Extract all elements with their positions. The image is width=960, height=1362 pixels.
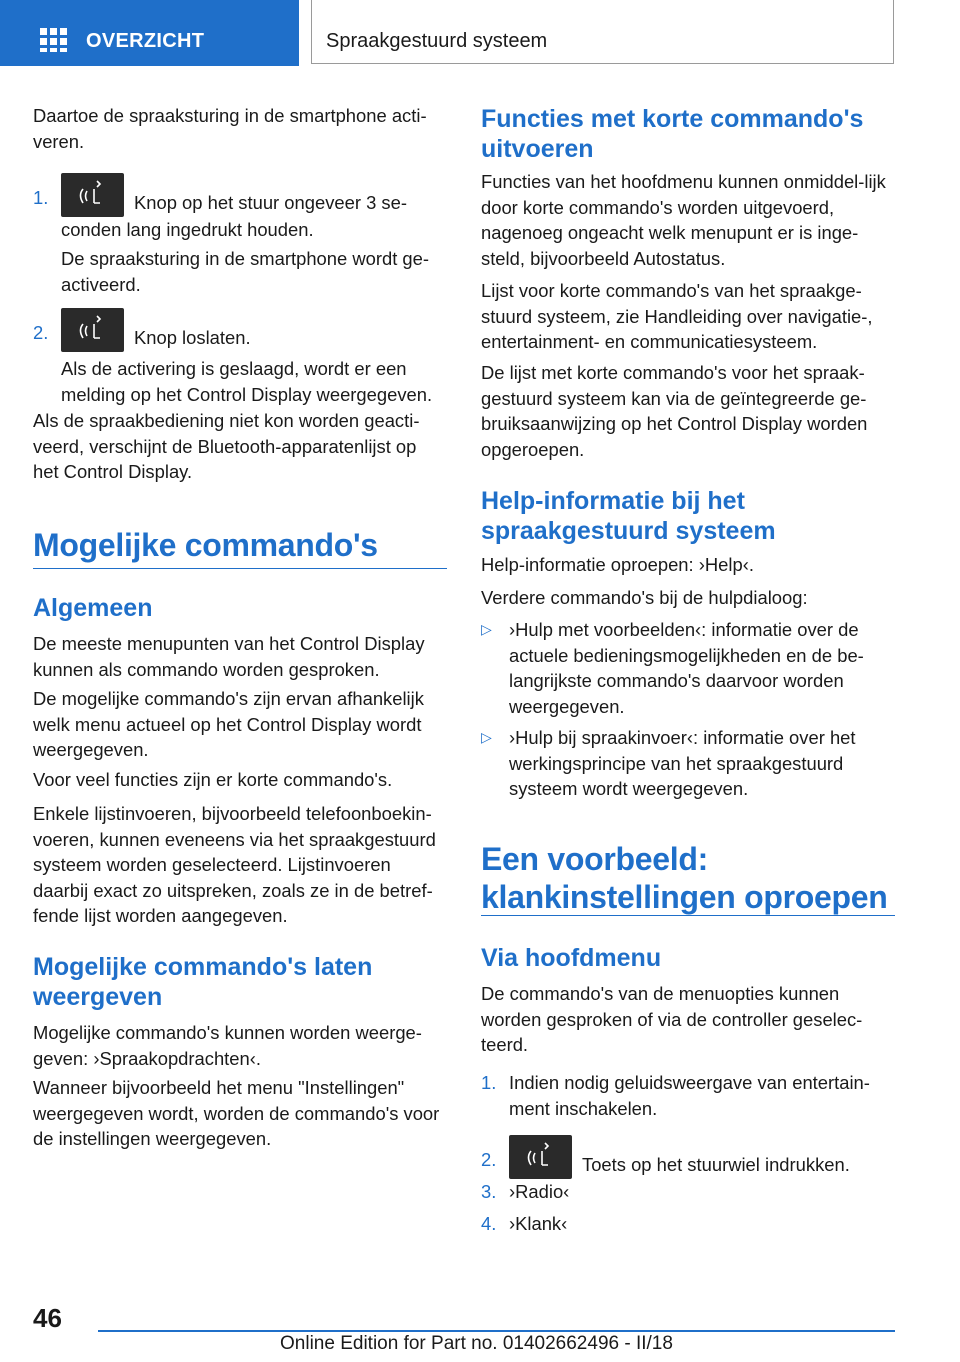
paragraph: Help-informatie oproepen: ›Help‹. xyxy=(481,554,754,575)
paragraph: Verdere commando's bij de hulpdialoog: xyxy=(481,587,808,608)
section-title: Mogelijke commando's xyxy=(33,527,378,563)
step-text: Knop loslaten. xyxy=(61,308,447,352)
section-title: Een voorbeeld: klankinstellingen oproepen xyxy=(481,841,888,915)
step-number: 2. xyxy=(481,1149,497,1170)
step-number: 1. xyxy=(481,1072,497,1093)
step-number: 1. xyxy=(33,187,49,208)
page-number: 46 xyxy=(33,1303,62,1333)
paragraph: De commando's van de menuopties kunnen worden gesproken of via de controller geselec-teerd. xyxy=(481,983,863,1055)
edition-text: Online Edition for Part no. 01402662496 - II/18 xyxy=(280,1333,673,1354)
paragraph: De meeste menupunten van het Control Display kunnen als commando worden gesproken. xyxy=(33,633,425,680)
subsection-title: Algemeen xyxy=(33,594,153,622)
overview-label: OVERZICHT xyxy=(86,30,205,52)
intro-paragraph: Daartoe de spraaksturing in de smartphone acti-veren. xyxy=(33,105,427,152)
paragraph: De mogelijke commando's zijn ervan afhankelijk welk menu actueel op het Control Display wordt weergegeven. xyxy=(33,688,424,760)
overview-tab[interactable] xyxy=(0,0,299,66)
grid-icon xyxy=(40,28,68,52)
info-paragraph: Als de spraakbediening niet kon worden geacti-veerd, verschijnt de Bluetooth-apparatenlijst op het Control Display. xyxy=(33,410,420,482)
paragraph: De lijst met korte commando's voor het spraak-gestuurd systeem kan via de geïntegreerde ge-bruiksaanwijzing op het Control Display worden opgeroepen. xyxy=(481,362,868,460)
chapter-title: Spraakgestuurd systeem xyxy=(326,30,548,52)
bullet-item: ›Hulp bij spraakinvoer‹: informatie over het werkingsprincipe van het spraakgestuurd systeem wordt weergegeven. xyxy=(509,727,856,799)
bullet-triangle-icon: ▷ xyxy=(481,621,492,637)
paragraph: Wanneer bijvoorbeeld het menu "Instellingen" weergegeven wordt, worden de commando's voor de instellingen weergegeven. xyxy=(33,1077,440,1149)
step-number: 3. xyxy=(481,1181,497,1202)
paragraph: Voor veel functies zijn er korte commando's. xyxy=(33,769,393,790)
subsection-title: Via hoofdmenu xyxy=(481,944,662,972)
step-text: Knop op het stuur ongeveer 3 se-conden lang ingedrukt houden. xyxy=(61,173,447,243)
paragraph: Lijst voor korte commando's van het spraakge-stuurd systeem, zie Handleiding over navigatie-, entertainment- en communicatiesysteem. xyxy=(481,280,873,352)
step-text: Indien nodig geluidsweergave van entertain-ment inschakelen. xyxy=(509,1072,870,1119)
paragraph: Enkele lijstinvoeren, bijvoorbeeld telefoonboekin-voeren, kunnen eveneens via het spraakgestuurd systeem worden geselecteerd. Lijstinvoeren daarbij exact zo uitspreken, zoals ze in de betref-fende lijst worden aangegeven. xyxy=(33,803,436,926)
paragraph: Mogelijke commando's kunnen worden weerge-geven: ›Spraakopdrachten‹. xyxy=(33,1022,422,1069)
subsection-title: Help-informatie bij het spraakgestuurd systeem xyxy=(481,487,776,545)
subsection-title: Functies met korte commando's uitvoeren xyxy=(481,105,864,163)
step-result: De spraaksturing in de smartphone wordt ge-activeerd. xyxy=(61,248,430,295)
chapter-tab[interactable] xyxy=(311,0,894,64)
footer-rule xyxy=(98,1330,895,1332)
step-text: Toets op het stuurwiel indrukken. xyxy=(509,1135,909,1179)
section-rule xyxy=(33,568,447,569)
bullet-triangle-icon: ▷ xyxy=(481,729,492,745)
step-text: ›Radio‹ xyxy=(509,1181,570,1202)
step-number: 4. xyxy=(481,1213,497,1234)
section-rule xyxy=(481,915,895,916)
step-text: ›Klank‹ xyxy=(509,1213,568,1234)
step-result: Als de activering is geslaagd, wordt er een melding op het Control Display weergegeven. xyxy=(61,358,433,405)
step-number: 2. xyxy=(33,322,49,343)
voice-button-icon xyxy=(61,173,124,217)
subsection-title: Mogelijke commando's laten weergeven xyxy=(33,953,373,1011)
voice-button-icon xyxy=(509,1135,572,1179)
paragraph: Functies van het hoofdmenu kunnen onmiddel-lijk door korte commando's worden uitgevoerd, nagenoeg ongeacht welk menupunt er is inge-steld, bijvoorbeeld Autostatus. xyxy=(481,171,886,269)
voice-button-icon xyxy=(61,308,124,352)
page-header xyxy=(0,0,960,66)
bullet-item: ›Hulp met voorbeelden‹: informatie over de actuele bedieningsmogelijkheden en de be-langrijkste commando's daarvoor worden weergegeven. xyxy=(509,619,864,717)
